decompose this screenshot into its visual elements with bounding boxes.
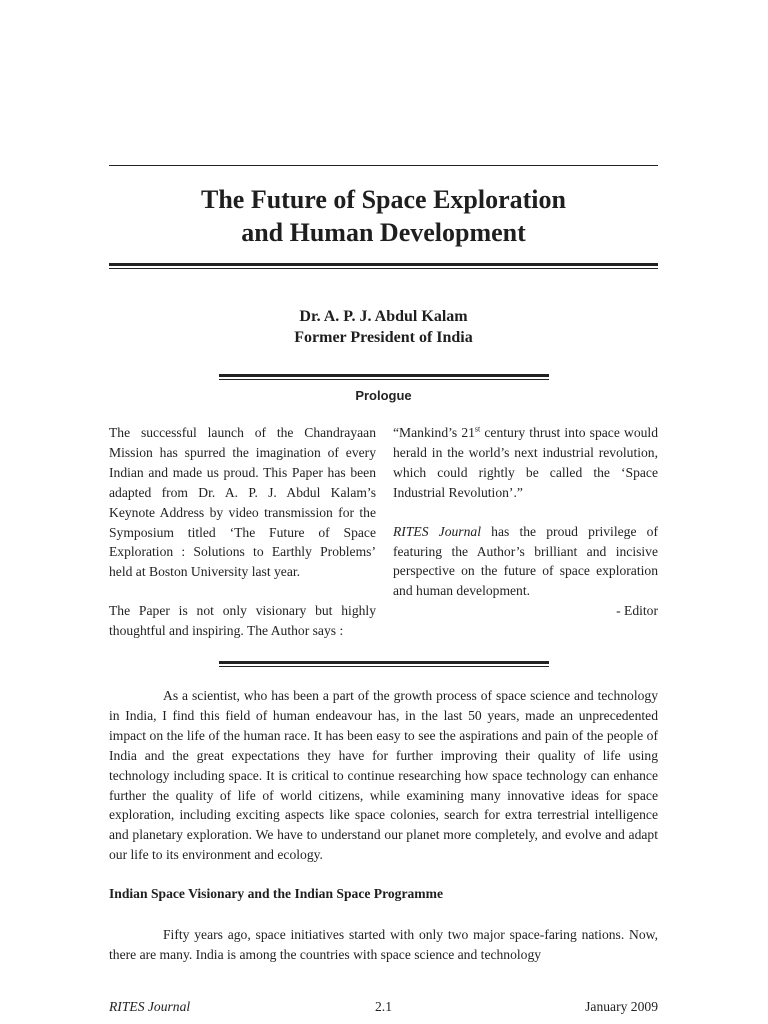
journal-name: RITES Journal bbox=[393, 523, 481, 539]
prologue-heading: Prologue bbox=[355, 388, 412, 403]
title-double-rule bbox=[109, 263, 658, 269]
body-paragraph-1: As a scientist, who has been a part of the growth process of space science and technology in India, I find this field of human endeavour has, in the last 50 years, made an unprecedented impact on the life of the human race. It has been easy to see the aspirations and pain of the people of India and the great expectations they have for further improving their quality of life using technology including space. It is critical to continue researching how space technology can enhance further the quality of life of world citizens, while examining many innovative ideas for space exploration, including exciting aspects like space colonies, search for extra terrestrial intelligence and planetary exploration. We have to understand our planet more completely, and evolve and adapt our life to its environment and ecology. bbox=[109, 688, 658, 863]
prologue-right-column bbox=[393, 423, 658, 621]
page-title bbox=[109, 183, 658, 249]
author-block bbox=[109, 306, 658, 348]
section-heading: Indian Space Visionary and the Indian Space Programme bbox=[109, 886, 443, 901]
title-line-1: The Future of Space Exploration bbox=[201, 185, 566, 214]
prologue-quote: “Mankind’s 21st century thrust into space would herald in the world’s next industrial revolution, which could rightly be called the ‘Space Industrial Revolution’.” bbox=[393, 424, 658, 500]
body-paragraph-2-block bbox=[109, 925, 658, 965]
author-name: Dr. A. P. J. Abdul Kalam bbox=[299, 308, 468, 325]
prologue-journal-paragraph: RITES Journal has the proud privilege of featuring the Author’s brilliant and incisive perspective on the future of space exploration and human development. bbox=[393, 523, 658, 599]
prologue-editor-credit: - Editor bbox=[616, 603, 658, 619]
top-rule bbox=[109, 165, 658, 166]
title-line-2: and Human Development bbox=[241, 218, 526, 247]
body-paragraph-1-block bbox=[109, 686, 658, 865]
footer-journal: RITES Journal bbox=[109, 999, 191, 1014]
footer-page-number: 2.1 bbox=[375, 999, 392, 1014]
body-paragraph-2: Fifty years ago, space initiatives started with only two major space-faring nations. Now, there are many. India is among the countries with space science and technology bbox=[109, 927, 658, 962]
prologue-left-paragraph-1: The successful launch of the Chandrayaan Mission has spurred the imagination of every Indian and made us proud. This Paper has been adapted from Dr. A. P. J. Abdul Kalam’s Keynote Address by video transmission for the Symposium titled ‘The Future of Space Exploration : Solutions to Earthly Problems’ held at Boston University last year. bbox=[109, 425, 376, 580]
page-footer bbox=[109, 999, 658, 1019]
prologue-bottom-rule bbox=[219, 661, 549, 667]
prologue-left-column bbox=[109, 423, 376, 641]
footer-date: January 2009 bbox=[585, 999, 658, 1014]
author-position: Former President of India bbox=[294, 329, 473, 346]
prologue-left-paragraph-2: The Paper is not only visionary but highly thoughtful and inspiring. The Author says : bbox=[109, 603, 376, 639]
prologue-top-rule bbox=[219, 374, 549, 380]
